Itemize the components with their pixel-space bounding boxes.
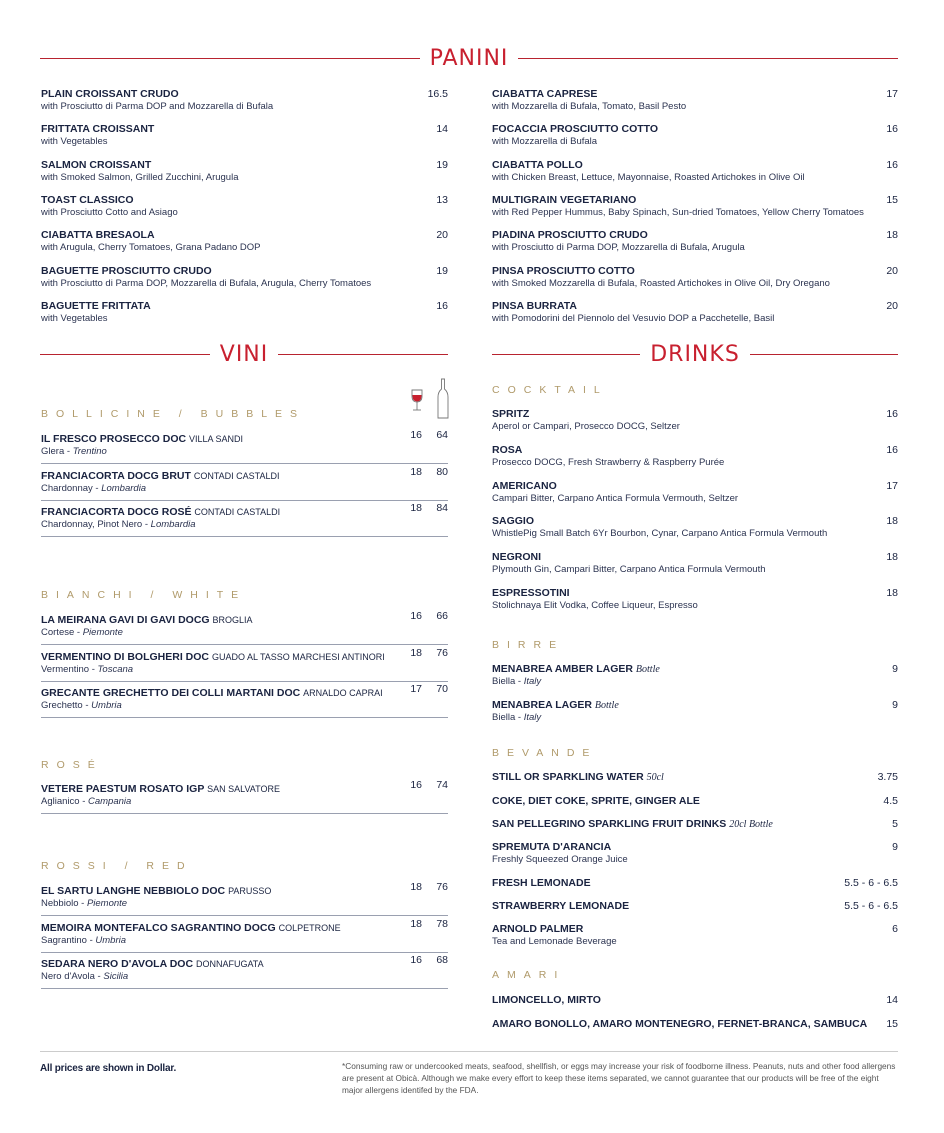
glass-price: 18	[410, 917, 422, 930]
drink-title: NEGRONI	[492, 551, 542, 564]
item-name: BAGUETTE PROSCIUTTO CRUDO	[41, 264, 212, 277]
drink-title: ESPRESSOTINI	[492, 587, 570, 599]
drink-origin	[492, 676, 660, 687]
wine-grape	[41, 796, 280, 807]
item-name: CIABATTA BRESAOLA	[41, 229, 155, 242]
glass-price: 18	[410, 465, 422, 478]
drink-title: MENABREA AMBER LAGER	[492, 663, 633, 675]
panini-header	[40, 46, 898, 71]
wine-divider	[41, 813, 448, 814]
drink-item	[492, 877, 591, 889]
wine-title: FRANCIACORTA DOCG ROSÉ	[41, 506, 195, 518]
drink-name	[492, 480, 738, 492]
region: Lombardia	[150, 519, 196, 530]
wine-grape	[41, 446, 243, 457]
drink-title: STILL OR SPARKLING WATER	[492, 771, 644, 783]
drink-price: 15	[886, 1018, 898, 1030]
region: Campania	[88, 796, 132, 807]
wine-grape	[41, 700, 383, 711]
wine-producer: GUADO AL TASSO MARCHESI ANTINORI	[211, 651, 385, 662]
drink-name	[492, 587, 698, 599]
drink-category-label: COCKTAIL	[492, 384, 608, 396]
glass-price: 16	[410, 779, 422, 791]
grape: Nebbiolo -	[41, 898, 87, 909]
item-description: with Prosciutto di Parma DOP, Mozzarella di Bufala, Arugula	[492, 242, 745, 254]
drink-item	[492, 515, 827, 539]
bottle-price: 78	[436, 917, 448, 930]
wine-producer: SAN SALVATORE	[207, 784, 280, 794]
wine-category-label: BIANCHI / WHITE	[41, 589, 247, 601]
bottle-price: 70	[436, 683, 448, 695]
panini-item	[41, 194, 178, 218]
wine-producer: BROGLIA	[212, 615, 253, 625]
wine-category-label: BOLLICINE / BUBBLES	[41, 408, 306, 420]
drink-item	[492, 994, 601, 1006]
drink-price: 6	[892, 923, 898, 935]
bottle-price: 74	[436, 779, 448, 791]
drink-name	[492, 841, 628, 853]
wine-grape	[41, 971, 264, 982]
drink-price: 9	[892, 841, 898, 853]
drink-price: 18	[886, 551, 898, 564]
item-name: CIABATTA CAPRESE	[492, 88, 598, 100]
drink-note: Bottle	[635, 664, 660, 675]
wine-item	[41, 783, 280, 807]
item-price: 15	[886, 193, 898, 206]
drink-name	[492, 444, 724, 456]
drink-name	[492, 923, 617, 935]
drink-item	[492, 587, 698, 611]
drink-title: SPREMUTA D'ARANCIA	[492, 841, 612, 853]
wine-title: GRECANTE GRECHETTO DEI COLLI MARTANI DOC	[41, 687, 304, 699]
wine-item	[41, 922, 341, 946]
item-name: MULTIGRAIN VEGETARIANO	[492, 193, 637, 206]
drink-category-label: AMARI	[492, 969, 566, 981]
item-name: PLAIN CROISSANT CRUDO	[41, 88, 179, 100]
item-price: 19	[436, 264, 448, 277]
item-description: with Pomodorini del Piennolo del Vesuvio DOP a Pacchetelle, Basil	[492, 312, 775, 324]
panini-item	[492, 159, 805, 183]
wine-item	[41, 885, 271, 909]
bottle-price: 66	[436, 610, 448, 622]
glass-price: 18	[410, 881, 422, 893]
glass-price: 16	[410, 610, 422, 622]
vini-title: VINI	[219, 342, 269, 367]
drink-note: 20cl Bottle	[729, 819, 773, 830]
wine-grape	[41, 935, 341, 946]
wine-divider	[41, 644, 448, 645]
item-description: with Prosciutto di Parma DOP and Mozzarella di Bufala	[41, 101, 274, 112]
glass-price: 18	[410, 502, 422, 514]
wine-title: MEMOIRA MONTEFALCO SAGRANTINO DOCG	[41, 921, 279, 934]
drink-description: Stolichnaya Elit Vodka, Coffee Liqueur, Espresso	[492, 600, 698, 611]
item-name: FRITTATA CROISSANT	[41, 123, 155, 136]
wine-divider	[41, 915, 448, 916]
drink-description: Tea and Lemonade Beverage	[492, 936, 617, 947]
wine-name	[41, 885, 271, 897]
item-price: 18	[886, 229, 898, 242]
wine-name	[41, 470, 280, 482]
wine-name	[41, 614, 253, 626]
wine-grape	[41, 898, 271, 909]
wine-grape	[41, 627, 253, 638]
panini-item	[41, 123, 154, 147]
drink-title: FRESH LEMONADE	[492, 877, 591, 889]
item-description: with Prosciutto Cotto and Asiago	[41, 206, 178, 218]
drink-title: LIMONCELLO, MIRTO	[492, 994, 601, 1006]
region: Piemonte	[82, 627, 123, 638]
drink-price: 5.5 - 6 - 6.5	[844, 877, 898, 889]
region: Umbria	[91, 700, 122, 711]
item-description: with Prosciutto di Parma DOP, Mozzarella di Bufala, Arugula, Cherry Tomatoes	[41, 277, 372, 289]
drink-name	[492, 818, 773, 830]
item-description: with Mozzarella di Bufala	[492, 136, 598, 148]
drink-price: 9	[892, 698, 898, 711]
wine-title: VERMENTINO DI BOLGHERI DOC	[41, 650, 212, 663]
grape: Chardonnay -	[41, 482, 102, 494]
item-name: TOAST CLASSICO	[41, 193, 134, 206]
item-name: FOCACCIA PROSCIUTTO COTTO	[492, 123, 659, 136]
drink-name	[492, 795, 700, 807]
item-price: 16	[886, 158, 898, 171]
drink-origin	[492, 712, 619, 723]
drink-price: 9	[892, 663, 898, 675]
allergen-disclaimer: *Consuming raw or undercooked meats, seafood, shellfish, or eggs may increase your risk of foodborne illness. Peanuts, nuts and other food allergens are present at Obicà. Although we make every effort to keep these items separated, we cannot guarantee that our products will be free of the eight major allergens identifed by the FDA.	[342, 1061, 896, 1095]
region: Sicilia	[103, 971, 129, 982]
wine-item	[41, 433, 243, 457]
panini-item	[492, 88, 686, 112]
region: Toscana	[97, 663, 134, 675]
glass-price: 18	[410, 646, 422, 659]
wine-producer: CONTADI CASTALDI	[193, 470, 280, 481]
item-name: BAGUETTE FRITTATA	[41, 299, 151, 312]
drink-title: ROSA	[492, 443, 523, 456]
wine-divider	[41, 681, 448, 682]
glass-price: 17	[410, 683, 422, 695]
drink-title: SAGGIO	[492, 515, 535, 528]
drink-item	[492, 771, 664, 783]
drink-item	[492, 795, 700, 807]
drink-price: 17	[886, 479, 898, 492]
panini-item	[41, 265, 371, 289]
item-price: 16	[436, 299, 448, 312]
item-price: 16	[886, 123, 898, 136]
wine-divider	[41, 500, 448, 501]
drink-description: Plymouth Gin, Campari Bitter, Carpano Antica Formula Vermouth	[492, 564, 766, 576]
wine-name	[41, 651, 385, 663]
drink-description: WhistlePig Small Batch 6Yr Bourbon, Cynar, Carpano Antica Formula Vermouth	[492, 528, 828, 540]
wine-producer: ARNALDO CAPRAI	[303, 688, 383, 698]
bottle-price: 64	[436, 429, 448, 441]
panini-title: PANINI	[429, 46, 509, 71]
drink-item	[492, 444, 724, 468]
wine-item	[41, 958, 264, 982]
drinks-title: DRINKS	[650, 342, 740, 367]
drink-price: 16	[886, 408, 898, 420]
drink-title: STRAWBERRY LEMONADE	[492, 900, 630, 912]
grape: Vermentino -	[41, 663, 98, 675]
wine-title: FRANCIACORTA DOCG BRUT	[41, 469, 194, 482]
panini-item	[492, 123, 658, 147]
wine-item	[41, 506, 280, 530]
drink-description: Aperol or Campari, Prosecco DOCG, Seltzer	[492, 421, 680, 432]
drink-item	[492, 699, 619, 723]
footer-divider	[40, 1051, 898, 1052]
wine-title: VETERE PAESTUM ROSATO IGP	[41, 783, 208, 795]
origin: Biella -	[492, 711, 524, 723]
wine-name	[41, 433, 243, 445]
item-price: 13	[436, 193, 448, 206]
drink-price: 14	[886, 994, 898, 1006]
drink-description: Campari Bitter, Carpano Antica Formula Vermouth, Seltzer	[492, 492, 739, 504]
wine-title: IL FRESCO PROSECCO DOC	[41, 433, 189, 445]
item-price: 20	[886, 299, 898, 312]
item-name: PIADINA PROSCIUTTO CRUDO	[492, 229, 648, 242]
bottle-price: 68	[436, 954, 448, 966]
wine-category-label: ROSÉ	[41, 759, 103, 771]
drink-name	[492, 663, 660, 675]
wine-divider	[41, 463, 448, 464]
panini-item	[492, 300, 774, 324]
item-description: with Smoked Mozzarella di Bufala, Roasted Artichokes in Olive Oil, Dry Oregano	[492, 277, 830, 289]
drink-price: 5.5 - 6 - 6.5	[844, 900, 898, 912]
wine-divider	[41, 988, 448, 989]
drink-price: 18	[886, 587, 898, 599]
region: Piemonte	[86, 898, 128, 909]
item-description: with Vegetables	[41, 136, 108, 148]
region: Umbria	[95, 934, 127, 946]
drink-category-label: BIRRE	[492, 639, 565, 651]
region: Italy	[523, 676, 542, 687]
panini-item	[41, 88, 273, 112]
drink-item	[492, 900, 629, 912]
panini-item	[492, 194, 864, 218]
wine-name	[41, 922, 341, 934]
panini-item	[41, 159, 238, 183]
item-price: 20	[436, 229, 448, 242]
drink-name	[492, 408, 680, 420]
wine-grape	[41, 519, 280, 530]
wine-divider	[41, 717, 448, 718]
grape: Nero d'Avola -	[41, 971, 104, 982]
item-name: SALMON CROISSANT	[41, 158, 152, 171]
drink-name	[492, 1018, 867, 1030]
panini-item	[41, 300, 151, 324]
drink-price: 4.5	[883, 795, 898, 807]
wine-producer: VILLA SANDI	[189, 434, 244, 444]
drink-title: AMARO BONOLLO, AMARO MONTENEGRO, FERNET-BRANCA, SAMBUCA	[492, 1018, 868, 1030]
grape: Chardonnay, Pinot Nero -	[41, 519, 151, 530]
wine-producer: DONNAFUGATA	[195, 959, 264, 969]
grape: Grechetto -	[41, 700, 92, 711]
drink-name	[492, 900, 629, 912]
drink-item	[492, 1018, 867, 1030]
drink-note: Bottle	[594, 699, 619, 711]
wine-name	[41, 506, 280, 518]
drink-title: ARNOLD PALMER	[492, 923, 584, 935]
item-name: CIABATTA POLLO	[492, 158, 583, 171]
wine-producer: CONTADI CASTALDI	[194, 507, 281, 517]
drink-name	[492, 877, 591, 889]
region: Italy	[523, 711, 542, 723]
grape: Sagrantino -	[41, 934, 96, 946]
item-description: with Vegetables	[41, 312, 108, 324]
bottle-price: 80	[436, 465, 448, 478]
drink-item	[492, 663, 660, 687]
wine-title: LA MEIRANA GAVI DI GAVI DOCG	[41, 614, 213, 626]
grape: Cortese -	[41, 627, 83, 638]
drink-name	[492, 551, 766, 563]
drink-title: AMERICANO	[492, 479, 557, 492]
drink-name	[492, 994, 601, 1006]
drink-description: Freshly Squeezed Orange Juice	[492, 854, 628, 865]
wine-item	[41, 614, 253, 638]
wine-bottle-icon	[436, 378, 450, 420]
drink-title: MENABREA LAGER	[492, 698, 592, 711]
drink-description: Prosecco DOCG, Fresh Strawberry & Raspberry Purée	[492, 456, 725, 468]
drinks-header	[492, 342, 898, 367]
item-description: with Smoked Salmon, Grilled Zucchini, Arugula	[41, 171, 239, 183]
glass-price: 16	[410, 429, 422, 441]
drink-item	[492, 818, 773, 830]
origin: Biella -	[492, 676, 524, 687]
drink-price: 3.75	[877, 771, 898, 783]
wine-producer: PARUSSO	[228, 886, 272, 896]
grape: Aglianico -	[41, 796, 88, 807]
drink-item	[492, 841, 628, 865]
wine-category-label: ROSSI / RED	[41, 860, 193, 872]
wine-name	[41, 958, 264, 970]
glass-price: 16	[410, 954, 422, 966]
drink-item	[492, 923, 617, 947]
bottle-price: 84	[436, 502, 448, 514]
panini-item	[41, 229, 261, 253]
item-price: 16.5	[427, 88, 448, 100]
bottle-price: 76	[436, 881, 448, 893]
item-price: 17	[886, 88, 898, 100]
item-price: 19	[436, 158, 448, 171]
drink-note: 50cl	[646, 772, 664, 783]
drink-name	[492, 771, 664, 783]
drink-item	[492, 480, 738, 504]
prices-note: All prices are shown in Dollar.	[40, 1063, 177, 1074]
item-description: with Mozzarella di Bufala, Tomato, Basil Pesto	[492, 101, 687, 112]
drink-item	[492, 408, 680, 432]
drink-price: 5	[892, 818, 898, 830]
grape: Glera -	[41, 446, 73, 457]
drink-category-label: BEVANDE	[492, 747, 598, 759]
item-price: 20	[886, 264, 898, 277]
item-name: PINSA PROSCIUTTO COTTO	[492, 264, 635, 277]
drink-name	[492, 515, 827, 527]
drink-price: 18	[886, 515, 898, 528]
wine-divider	[41, 952, 448, 953]
item-description: with Arugula, Cherry Tomatoes, Grana Padano DOP	[41, 242, 261, 254]
region: Trentino	[72, 446, 107, 457]
drink-name	[492, 699, 619, 711]
wine-item	[41, 651, 385, 675]
wine-item	[41, 687, 383, 711]
vini-header	[40, 342, 448, 367]
wine-grape	[41, 483, 280, 494]
drink-item	[492, 551, 766, 575]
drink-price: 16	[886, 443, 898, 456]
wine-title: EL SARTU LANGHE NEBBIOLO DOC	[41, 885, 229, 897]
wine-title: SEDARA NERO D'AVOLA DOC	[41, 958, 196, 970]
bottle-price: 76	[436, 646, 448, 659]
drink-title: SAN PELLEGRINO SPARKLING FRUIT DRINKS	[492, 818, 727, 830]
item-description: with Red Pepper Hummus, Baby Spinach, Sun-dried Tomatoes, Yellow Cherry Tomatoes	[492, 206, 864, 218]
item-price: 14	[436, 123, 448, 136]
drink-title: SPRITZ	[492, 408, 530, 420]
wine-producer: COLPETRONE	[278, 922, 341, 933]
item-name: PINSA BURRATA	[492, 299, 577, 312]
drink-title: COKE, DIET COKE, SPRITE, GINGER ALE	[492, 795, 700, 807]
wine-divider	[41, 536, 448, 537]
region: Lombardia	[101, 482, 147, 494]
panini-item	[492, 229, 745, 253]
wine-name	[41, 783, 280, 795]
wine-glass-icon	[410, 388, 424, 414]
wine-name	[41, 687, 383, 699]
item-description: with Chicken Breast, Lettuce, Mayonnaise, Roasted Artichokes in Olive Oil	[492, 171, 805, 183]
panini-item	[492, 265, 830, 289]
wine-grape	[41, 664, 385, 675]
wine-item	[41, 470, 280, 494]
